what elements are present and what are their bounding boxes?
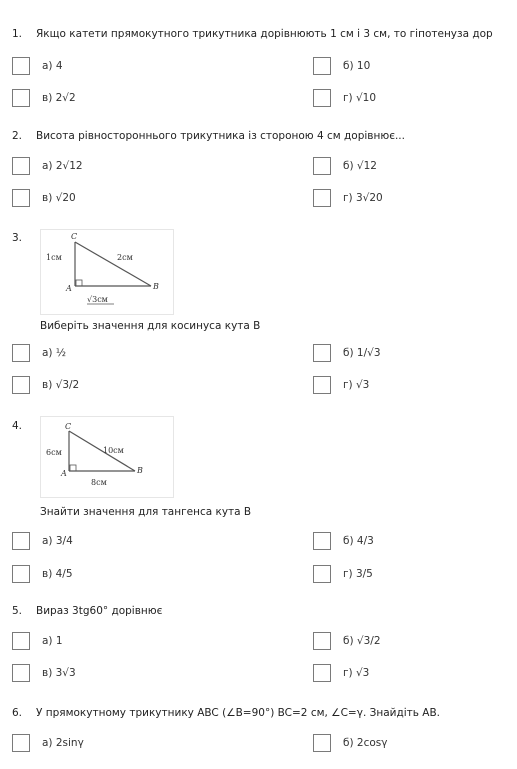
q4-option-c[interactable] xyxy=(12,563,73,585)
side-cb-label: 2см xyxy=(117,253,133,262)
question-text: Висота рівностороннього трикутника із стороною 4 см дорівнює... xyxy=(36,130,405,142)
checkbox[interactable] xyxy=(313,189,331,207)
checkbox[interactable] xyxy=(12,157,30,175)
checkbox[interactable] xyxy=(313,565,331,583)
q1-option-b[interactable] xyxy=(313,55,370,77)
checkbox[interactable] xyxy=(313,734,331,752)
question-3-prompt: Виберіть значення для косинуса кута В xyxy=(40,320,261,332)
checkbox[interactable] xyxy=(313,157,331,175)
side-ab-label: 8см xyxy=(91,478,107,487)
q1-option-a[interactable] xyxy=(12,55,63,77)
q2-option-c[interactable] xyxy=(12,187,76,209)
checkbox[interactable] xyxy=(313,664,331,682)
option-label: в) 4/5 xyxy=(42,568,73,580)
side-cb-line xyxy=(69,431,135,471)
q6-option-b[interactable] xyxy=(313,732,387,754)
q3-option-d[interactable] xyxy=(313,374,369,396)
option-label: б) √3/2 xyxy=(343,635,381,647)
side-ca-label: 1см xyxy=(46,253,62,262)
checkbox[interactable] xyxy=(313,376,331,394)
checkbox[interactable] xyxy=(313,89,331,107)
checkbox[interactable] xyxy=(12,532,30,550)
option-label: в) 2√2 xyxy=(42,92,76,104)
question-4-title xyxy=(12,420,36,432)
q4-option-a[interactable] xyxy=(12,530,73,552)
option-label: б) 1/√3 xyxy=(343,347,381,359)
checkbox[interactable] xyxy=(313,344,331,362)
q4-option-d[interactable] xyxy=(313,563,373,585)
q5-option-c[interactable] xyxy=(12,662,76,684)
question-number: 3. xyxy=(12,232,23,244)
triangle-figure-q3 xyxy=(40,229,174,315)
checkbox[interactable] xyxy=(12,344,30,362)
checkbox[interactable] xyxy=(12,734,30,752)
side-cb-label: 10см xyxy=(103,446,124,455)
checkbox[interactable] xyxy=(313,532,331,550)
option-label: б) 10 xyxy=(343,60,371,72)
question-5-title xyxy=(12,605,162,617)
q3-option-a[interactable] xyxy=(12,342,66,364)
vertex-b-label: B xyxy=(137,466,143,475)
option-label: г) √3 xyxy=(343,379,370,391)
question-6-title xyxy=(12,707,440,719)
question-text: Якщо катети прямокутного трикутника дорівнюють 1 см і 3 см, то гіпотенуза дор xyxy=(36,28,493,40)
option-label: а) 3/4 xyxy=(42,535,73,547)
question-4-prompt: Знайти значення для тангенса кута В xyxy=(40,506,252,518)
option-label: в) √3/2 xyxy=(42,379,80,391)
q6-option-a[interactable] xyxy=(12,732,84,754)
side-ab-label: √3см xyxy=(87,295,108,304)
option-label: б) √12 xyxy=(343,160,377,172)
q5-option-b[interactable] xyxy=(313,630,381,652)
q1-option-d[interactable] xyxy=(313,87,376,109)
option-label: а) 2sinγ xyxy=(42,737,84,749)
question-number: 5. xyxy=(12,605,23,617)
checkbox[interactable] xyxy=(12,57,30,75)
question-text: Вираз 3tg60° дорівнює xyxy=(36,605,163,617)
question-number: 6. xyxy=(12,707,23,719)
q1-option-c[interactable] xyxy=(12,87,76,109)
option-label: б) 4/3 xyxy=(343,535,374,547)
option-label: а) 1 xyxy=(42,635,63,647)
option-label: в) 3√3 xyxy=(42,667,76,679)
q5-option-a[interactable] xyxy=(12,630,63,652)
checkbox[interactable] xyxy=(12,189,30,207)
triangle-figure-q4 xyxy=(40,416,174,498)
vertex-a-label: A xyxy=(61,469,67,478)
q2-option-a[interactable] xyxy=(12,155,83,177)
question-1-title xyxy=(12,28,493,40)
question-number: 2. xyxy=(12,130,23,142)
option-label: в) √20 xyxy=(42,192,76,204)
question-number: 1. xyxy=(12,28,23,40)
option-label: г) √3 xyxy=(343,667,370,679)
option-label: б) 2cosγ xyxy=(343,737,388,749)
vertex-c-label: C xyxy=(65,422,72,431)
q3-option-b[interactable] xyxy=(313,342,381,364)
checkbox[interactable] xyxy=(12,632,30,650)
vertex-b-label: B xyxy=(153,282,159,291)
option-label: а) 2√12 xyxy=(42,160,83,172)
option-label: г) √10 xyxy=(343,92,377,104)
side-ca-label: 6см xyxy=(46,448,62,457)
option-label: г) 3/5 xyxy=(343,568,373,580)
checkbox[interactable] xyxy=(313,57,331,75)
checkbox[interactable] xyxy=(12,376,30,394)
right-angle-mark xyxy=(76,280,82,286)
q4-option-b[interactable] xyxy=(313,530,374,552)
vertex-c-label: C xyxy=(71,232,78,241)
vertex-a-label: A xyxy=(66,284,72,293)
question-number: 4. xyxy=(12,420,23,432)
question-text: У прямокутному трикутнику ABC (∠B=90°) BC=2 см, ∠C=γ. Знайдіть AB. xyxy=(36,707,441,719)
checkbox[interactable] xyxy=(12,565,30,583)
side-cb-line xyxy=(75,242,151,286)
question-3-title xyxy=(12,232,36,244)
option-label: а) 4 xyxy=(42,60,63,72)
checkbox[interactable] xyxy=(12,89,30,107)
checkbox[interactable] xyxy=(12,664,30,682)
right-angle-mark xyxy=(70,465,76,471)
option-label: а) ½ xyxy=(42,347,67,359)
checkbox[interactable] xyxy=(313,632,331,650)
q5-option-d[interactable] xyxy=(313,662,369,684)
q2-option-d[interactable] xyxy=(313,187,383,209)
question-2-title xyxy=(12,130,405,142)
option-label: г) 3√20 xyxy=(343,192,383,204)
q2-option-b[interactable] xyxy=(313,155,377,177)
q3-option-c[interactable] xyxy=(12,374,79,396)
